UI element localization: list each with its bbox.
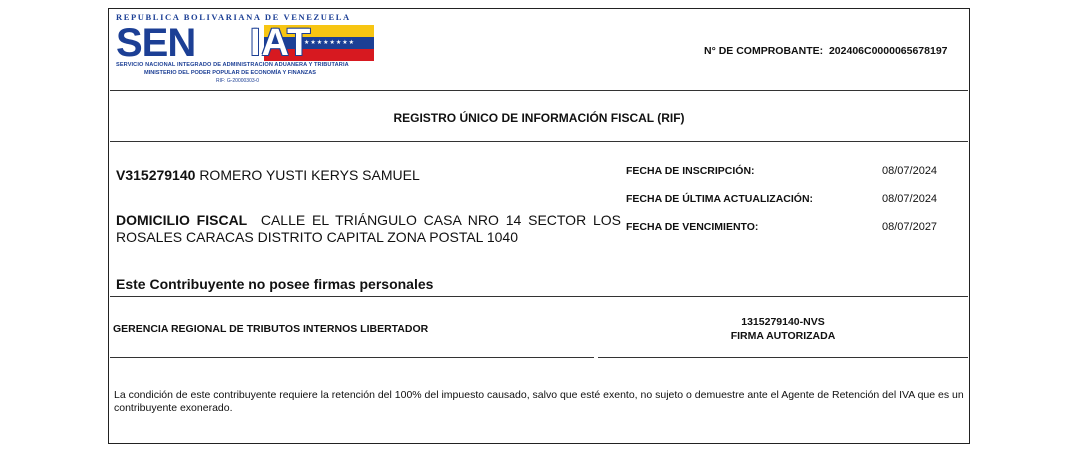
- footer-note: La condición de este contribuyente requiere la retención del 100% del impuesto causado, salvo que esté exento, no sujeto o demuestre ante el Agente de Retención del IVA que es un contribuyente exonerado.: [114, 389, 964, 414]
- divider-4-right: [598, 357, 968, 358]
- date-label-actualizacion: FECHA DE ÚLTIMA ACTUALIZACIÓN:: [626, 193, 814, 205]
- gerencia-label: GERENCIA REGIONAL DE TRIBUTOS INTERNOS LIBERTADOR: [113, 323, 429, 335]
- comprobante: [704, 45, 948, 57]
- firma-code: 1315279140-NVS: [741, 316, 825, 328]
- date-value-vencimiento: 08/07/2027: [882, 221, 938, 233]
- logo-word-sen: SEN: [116, 21, 196, 65]
- taxpayer-id: [116, 167, 420, 183]
- firma-autorizada: FIRMA AUTORIZADA: [730, 330, 836, 342]
- divider-4-left: [110, 357, 594, 358]
- divider-1: [110, 90, 968, 91]
- taxpayer-name: ROMERO YUSTI KERYS SAMUEL: [199, 167, 420, 183]
- seniat-logo: [116, 12, 376, 88]
- date-label-vencimiento: FECHA DE VENCIMIENTO:: [626, 221, 759, 233]
- date-value-actualizacion: 08/07/2024: [882, 193, 938, 205]
- comprobante-label: N° DE COMPROBANTE:: [704, 45, 824, 57]
- firmas-note: Este Contribuyente no posee firmas personales: [116, 276, 434, 292]
- domicilio-value: CALLE EL TRIÁNGULO CASA NRO 14 SECTOR LOS ROSALES CARACAS DISTRITO CAPITAL ZONA POSTAL 1040: [116, 212, 622, 245]
- logo-stars: ★★★★★★★★: [304, 40, 356, 46]
- taxpayer-rif: V315279140: [116, 167, 196, 183]
- divider-3: [110, 296, 968, 297]
- domicilio-fiscal: [116, 212, 621, 246]
- divider-2: [110, 141, 968, 142]
- logo-subtitle-2: MINISTERIO DEL PODER POPULAR DE ECONOMÍA Y FINANZAS: [144, 70, 316, 76]
- logo-subtitle-1: SERVICIO NACIONAL INTEGRADO DE ADMINISTRACION ADUANERA Y TRIBUTARIA: [116, 62, 349, 68]
- document-title: REGISTRO ÚNICO DE INFORMACIÓN FISCAL (RIF): [393, 111, 685, 125]
- domicilio-label: DOMICILIO FISCAL: [116, 212, 248, 228]
- date-value-inscripcion: 08/07/2024: [882, 165, 938, 177]
- logo-top-line: REPUBLICA BOLIVARIANA DE VENEZUELA: [116, 12, 351, 22]
- comprobante-value: 202406C0000065678197: [828, 45, 948, 57]
- date-label-inscripcion: FECHA DE INSCRIPCIÓN:: [626, 165, 755, 177]
- logo-word-iat: IAT: [250, 22, 312, 64]
- logo-subtitle-3: RIF: G-20000303-0: [216, 78, 260, 84]
